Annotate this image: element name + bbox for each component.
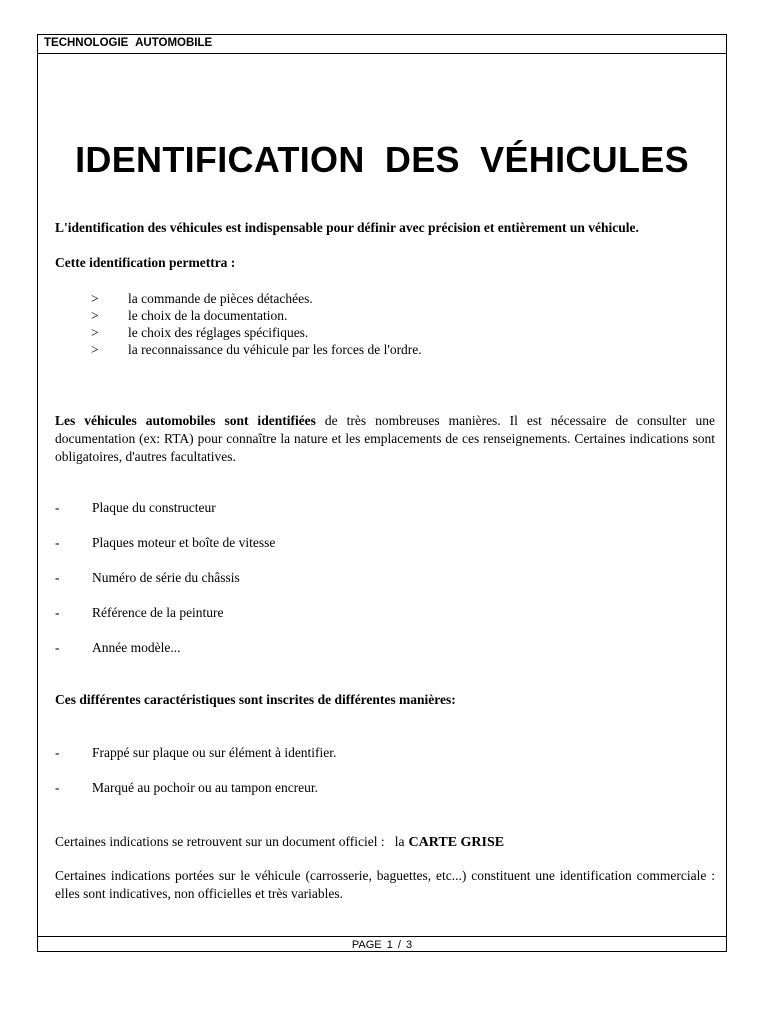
course-title: TECHNOLOGIE AUTOMOBILE — [44, 37, 213, 49]
official-document-text: Certaines indications se retrouvent sur un document officiel : la — [55, 834, 405, 849]
dash-marker: - — [55, 500, 60, 515]
dash-marker: - — [55, 640, 60, 655]
arrow-marker: > — [91, 308, 99, 323]
list-item-text: la reconnaissance du véhicule par les forces de l'ordre. — [128, 342, 422, 357]
dash-marker: - — [55, 605, 60, 620]
dash-marker: - — [55, 535, 60, 550]
header-band — [38, 35, 726, 54]
footer-rule — [38, 936, 726, 937]
intro-paragraph: L'identification des véhicules est indispensable pour définir avec précision et entièrement un véhicule. — [55, 220, 639, 235]
identification-paragraph — [55, 412, 715, 466]
dash-marker: - — [55, 570, 60, 585]
uses-heading: Cette identification permettra : — [55, 255, 236, 270]
dash-marker: - — [55, 745, 60, 760]
dash-marker: - — [55, 780, 60, 795]
list-item-text: le choix des réglages spécifiques. — [128, 325, 309, 340]
list-item-text: Plaques moteur et boîte de vitesse — [92, 535, 276, 550]
inscriptions-heading: Ces différentes caractéristiques sont inscrites de différentes manières: — [55, 692, 456, 707]
list-item-text: le choix de la documentation. — [128, 308, 288, 323]
page-frame — [37, 34, 727, 952]
list-item-text: Marqué au pochoir ou au tampon encreur. — [92, 780, 319, 795]
page-title: IDENTIFICATION DES VÉHICULES — [75, 139, 689, 180]
list-item-text: Plaque du constructeur — [92, 500, 216, 515]
arrow-marker: > — [91, 291, 99, 306]
page-number: PAGE 1 / 3 — [351, 939, 413, 951]
official-document-line — [55, 833, 715, 852]
list-item-text: la commande de pièces détachées. — [128, 291, 313, 306]
commercial-paragraph: Certaines indications portées sur le véhicule (carrosserie, baguettes, etc...) constituent une identification commerciale : elles sont indicatives, non officielles et très variables. — [55, 868, 715, 901]
identification-paragraph-lead: Les véhicules automobiles sont identifiées — [55, 413, 316, 428]
list-item-text: Année modèle... — [92, 640, 181, 655]
identification-paragraph-body: de très nombreuses manières. Il est nécessaire de consulter une documentation (ex: RTA) pour connaître la nature et les emplacements de ces renseignements. Certaines indications sont obligatoires, d'autres facultatives. — [55, 413, 716, 464]
arrow-marker: > — [91, 325, 99, 340]
arrow-marker: > — [91, 342, 99, 357]
list-item-text: Numéro de série du châssis — [92, 570, 240, 585]
carte-grise-label: CARTE GRISE — [408, 835, 505, 850]
list-item-text: Frappé sur plaque ou sur élément à identifier. — [92, 745, 337, 760]
list-item-text: Référence de la peinture — [92, 605, 224, 620]
